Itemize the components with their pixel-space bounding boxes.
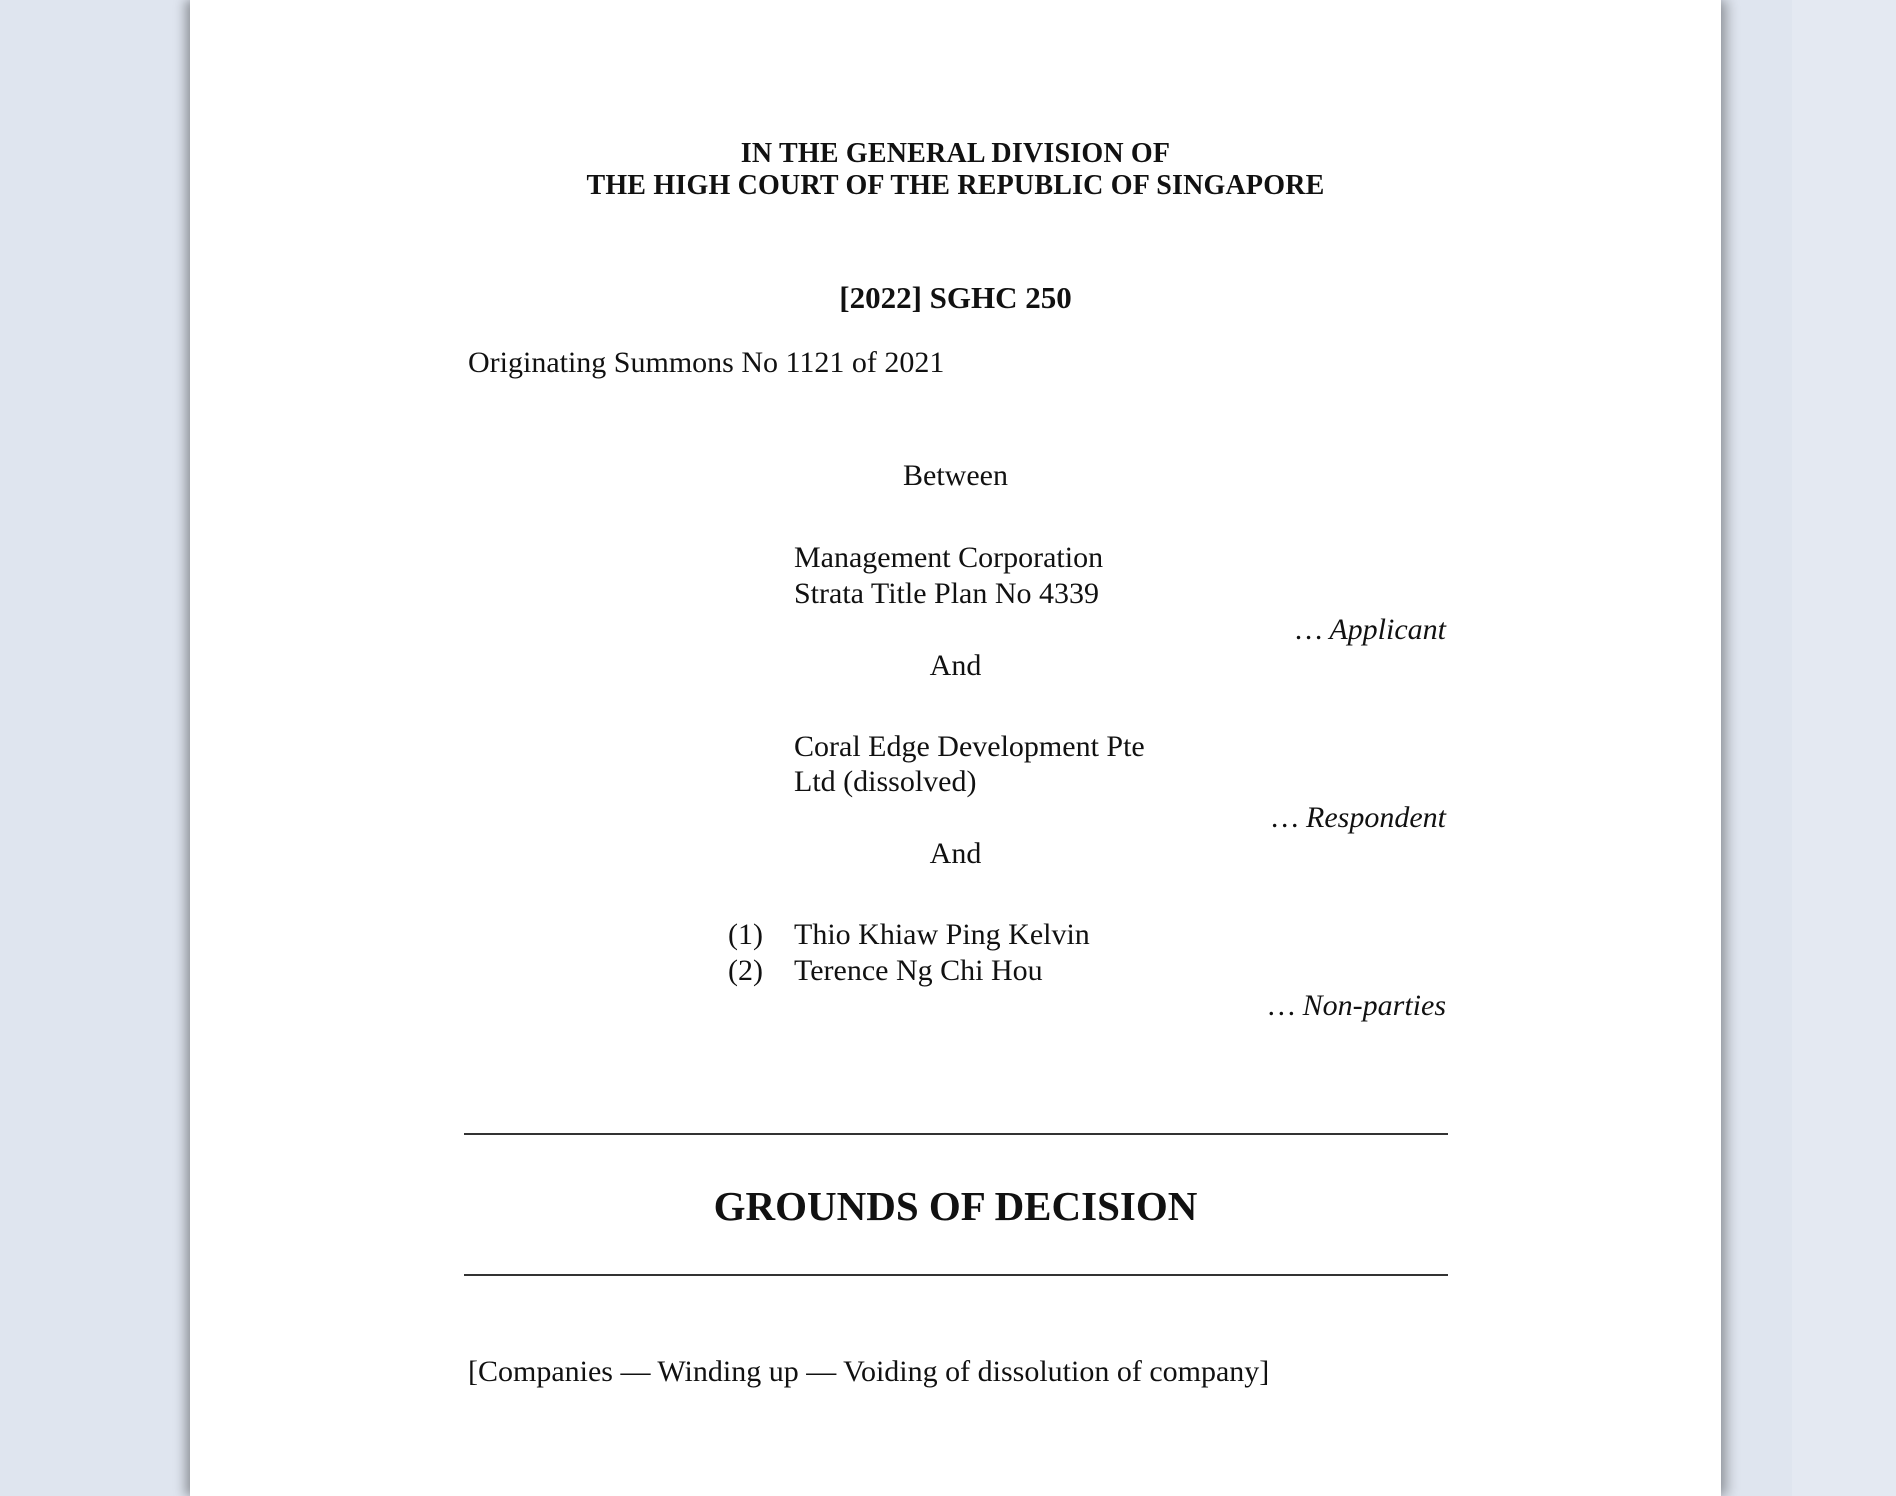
non-party-1-number: (1) [728,918,763,951]
court-name-line-1: IN THE GENERAL DIVISION OF [740,138,1171,169]
applicant-role: … Applicant [1295,613,1446,646]
non-party-1-name: Thio Khiaw Ping Kelvin [794,918,1090,951]
and-label-1: And [929,649,982,682]
non-party-2-number: (2) [728,954,763,987]
respondent-name-line-1: Coral Edge Development Pte [794,730,1145,763]
grounds-of-decision-heading: GROUNDS OF DECISION [713,1183,1198,1229]
catchwords: [Companies — Winding up — Voiding of dissolution of company] [468,1355,1270,1388]
between-label: Between [903,459,1008,492]
viewer-background-strip [1792,0,1896,1496]
respondent-role: … Respondent [1271,801,1446,834]
non-party-2-name: Terence Ng Chi Hou [794,954,1043,987]
heading-rule-top [464,1133,1448,1135]
non-parties-role: … Non-parties [1268,989,1446,1022]
court-name-line-2: THE HIGH COURT OF THE REPUBLIC OF SINGAPORE [586,170,1325,201]
applicant-name-line-1: Management Corporation [794,541,1104,574]
case-citation: [2022] SGHC 250 [839,280,1072,315]
originating-summons: Originating Summons No 1121 of 2021 [468,346,945,379]
and-label-2: And [929,837,982,870]
applicant-name-line-2: Strata Title Plan No 4339 [794,577,1100,610]
respondent-name-line-2: Ltd (dissolved) [794,765,977,798]
heading-rule-bottom [464,1274,1448,1276]
document-page [190,0,1721,1496]
